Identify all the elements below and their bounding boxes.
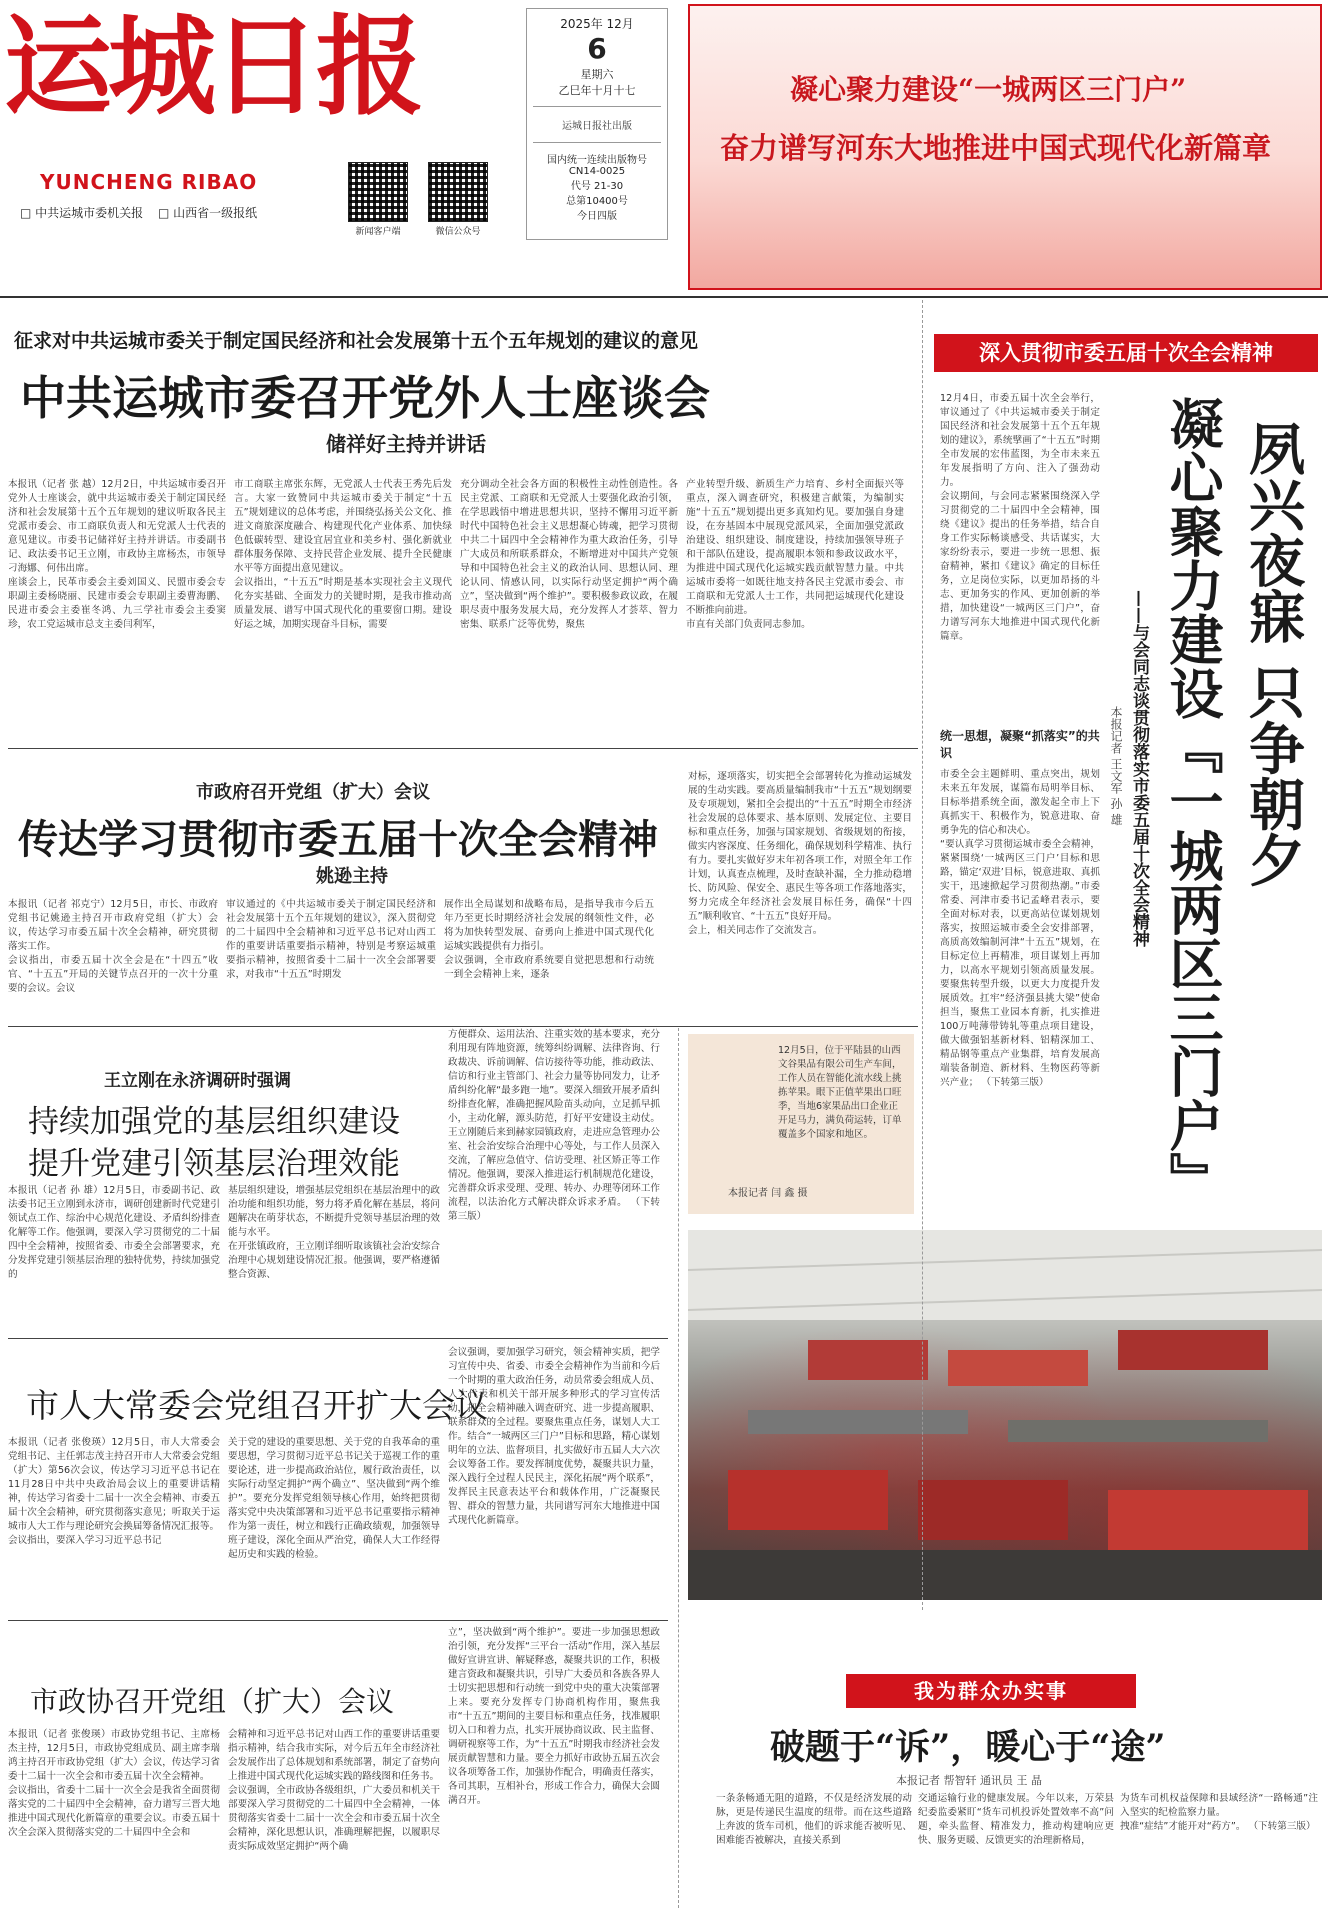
- a3-col-2: 基层组织建设，增强基层党组织在基层治理中的政治功能和组织功能，努力将矛盾化解在基层，将问题解决在萌芽状态，不断提升党领导基层治理的效能与水平。 在开张镇政府，王立刚详细听取该镇社会治安综合治理中心规划建设情况汇报。他强调，要严格遵循整合资源、: [228, 1185, 440, 1280]
- a2-col-3: 展作出全局谋划和战略布局，是指导我市今后五年乃至更长时期经济社会发展的纲领性文件，必将为加快转型发展、奋勇向上推进中国式现代化运城实践提供有力指引。 会议强调，全市政府系统要自觉把思想和行动统一到全会精神上来，逐条: [444, 899, 654, 980]
- masthead-pinyin: YUNCHENG RIBAO: [40, 170, 258, 194]
- masthead-tag-1: □ 中共运城市委机关报: [20, 206, 144, 220]
- photo-caption: 12月5日，位于平陆县的山西文谷果品有限公司生产车间，工作人员在智能化流水线上挑拣苹果。眼下正值苹果出口旺季，当地6家果品出口企业正开足马力，满负荷运转，订单覆盖多个国家和地区。: [778, 1045, 902, 1140]
- a1-subtitle: 储祥好主持并讲话: [326, 432, 486, 456]
- a1-col-3: 充分调动全社会各方面的积极性主动性创造性。各民主党派、工商联和无党派人士要强化政治引领，在学思践悟中增进思想共识，坚持不懈用习近平新时代中国特色社会主义思想凝心铸魂，把学习贯彻中共二十届四中全会精神作为重大政治任务，引导广大成员和所联系群众，不断增进对中国共产党领导和中国特色社会主义的政治认同、思想认同、理论认同、情感认同，以实际行动坚定拥护“两个确立”，坚决做到“两个维护”。要积极参政议政，在履职尽责中服务发展大局，充分发挥人才荟萃、智力密集、联系广泛等优势，聚焦: [460, 479, 678, 630]
- serial-number: CN14-0025: [568, 166, 626, 177]
- masthead-title: 运城日报: [4, 4, 421, 130]
- a2-col-4: 对标，逐项落实，切实把全会部署转化为推动运城发展的生动实践。要高质量编制我市“十五五”规划纲要及专项规划，紧扣全会提出的“十五五”时期全市经济社会发展的总体要求、基本原则、发展定位、主要目标和重点任务，加强与国家规划、省级规划的衔接，做实内容深度、任务细化，确保规划科学精准、执行有力。要扎实做好岁末年初各项工作，对照全年工作计划，认真查点梳理，及时查缺补漏，全力推动稳增长、防风险、保安全、惠民生等各项工作落地落实，努力完成全年经济社会发展目标任务，确保“十四五”顺利收官、“十五五”良好开局。 会上，相关同志作了交流发言。: [688, 771, 912, 936]
- qr-code-news-app: [348, 162, 408, 222]
- a2-kicker: 市政府召开党组（扩大）会议: [196, 782, 430, 803]
- date-day: 6: [587, 32, 607, 65]
- issue-code: 代号 21-30: [570, 181, 624, 192]
- a2-title: 传达学习贯彻市委五届十次全会精神: [18, 816, 658, 863]
- date-lunar: 乙巳年十月十七: [558, 84, 636, 97]
- a5-title: 市政协召开党组（扩大）会议: [30, 1685, 395, 1718]
- sidebar-title-2: 凝心聚力建设『一城两区三门户』: [1161, 396, 1225, 1206]
- date-block: [526, 8, 668, 240]
- qr-label-right: 微信公众号: [435, 227, 481, 237]
- a6-col-3: 为货车司机权益保障和县域经济“一路畅通”注入坚实的纪检监察力量。 拽准“症结”才能开对“药方”。 （下转第三版）: [1120, 1793, 1318, 1832]
- qr-label-left: 新闻客户端: [355, 227, 401, 237]
- a5-col-1: 本报讯（记者 张俊瑛）市政协党组书记、主席杨杰主持，12月5日，市政协党组成员、副主席李瑞鸿主持召开市政协党组（扩大）会议，传达学习省委十二届十一次全会和市委五届十次全会精神。 会议指出，省委十二届十一次全会是我省全面贯彻落实党的二十届四中全会精神，奋力谱写三晋大地推进中国式现代化新篇章的重要会议。市委五届十次全会深入贯彻落实党的二十届四中全会和: [8, 1729, 220, 1838]
- a1-title: 中共运城市委召开党外人士座谈会: [20, 371, 710, 425]
- banner-line-1: 凝心聚力建设“一城两区三门户”: [790, 73, 1187, 106]
- qr-code-wechat: [428, 162, 488, 222]
- a1-col-1: 本报讯（记者 张 越）12月2日，中共运城市委召开党外人士座谈会，就中共运城市委关于制定国民经济和社会发展第十五个五年规划的建议听取各民主党派市委会、市工商联负责人和无党派人士代表的意见建议。市委书记储祥好主持并讲话。市委副书记、政法委书记王立刚，市政协主席杨杰，市领导刁海娜、何伟出席。 座谈会上，民革市委会主委刘国义、民盟市委会专职副主委杨晓丽、民建市委会专职副主委曹海鹏、民进市委会主委崔冬鸿、九三学社市委会主委窦珍，农工党运城市总支主委闫利军，: [8, 479, 226, 630]
- apple-workshop-photo: [688, 1230, 1322, 1600]
- a4-col-1: 本报讯（记者 张俊瑛）12月5日，市人大常委会党组书记、主任郭志茂主持召开市人大常委会党组（扩大）第56次会议，传达学习习近平总书记在11月28日中共中央政治局会议上的重要讲话精神，传达学习省委十二届十一次全会精神、市委五届十次全会精神，研究贯彻落实意见；听取关于运城市人大工作与理论研究会换届筹备情况汇报等。 会议指出，要深入学习习近平总书记: [8, 1437, 220, 1546]
- a1-col-4: 产业转型升级、新质生产力培育、乡村全面振兴等重点，深入调查研究，积极建言献策，为编制实施“十五五”规划提出更多真知灼见。要加强自身建设，在夯基固本中展现党派风采，全面加强党派政治建设、组织建设、制度建设，持续加强领导班子和干部队伍建设，提高履职本领和参政议政水平，为推进中国式现代化运城实践贡献智慧力量。中共运城市委将一如既往地支持各民主党派市委会、市工商联和无党派人士工作，共同把运城现代化建设不断推向前进。 市直有关部门负责同志参加。: [686, 479, 904, 630]
- sidebar-col-2: 市委全会主题鲜明、重点突出，规划未来五年发展，谋篇布局明举目标、目标举措系统全面，激发起全市上下真抓实干、积极作为，锐意进取、奋勇争先的信心和决心。 “要认真学习贯彻运城市委全会精神，紧紧围绕‘一城两区三门户’目标和思路，锚定‘双进’目标，锐意进取、真抓实干，迅速掀起学习贯彻热潮。”市委常委、河津市委书记孟峰君表示，要全面对标对表，以更高站位谋划规划落实，按照运城市委全会安排部署，高质高效编制河津“十五五”规划，在目标定位上再精准，项目谋划上再加力，以高水平规划引领高质量发展。要聚焦转型升级，以更大力度提升发展质效。扛牢“经济强县挑大梁”使命担当，聚焦工业园本育新，扎实推进100万吨薄带铸轧等重点项目建设，做大做强铝基新材料、铝精深加工、精品钢等重点产业集群，培育发展高端装备制造、新材料、生物医药等新兴产业； （下转第三版）: [940, 769, 1100, 1088]
- sidebar-subhead: 统一思想，凝聚“抓落实”的共识: [940, 729, 1100, 760]
- a6-tag: 我为群众办实事: [846, 1674, 1136, 1708]
- masthead-tag-2: □ 山西省一级报纸: [158, 206, 258, 220]
- sidebar-subtitle: ——与会同志谈贯彻落实市委五届十次全会精神: [1129, 590, 1149, 947]
- a3-col-3: 方便群众、运用法治、注重实效的基本要求，充分利用现有阵地资源，统筹纠纷调解、法律咨询、行政裁决、诉前调解、信访接待等功能，推动政法、信访和行业主管部门、社会力量等协同发力，让矛盾纠纷化解“最多跑一地”。要深入细致开展矛盾纠纷排查化解，准确把握风险苗头动向，立足抓早抓小，主动化解，源头防范，打好平安建设主动仗。王立刚随后来到赫家园镇政府，走进应急管理办公室、社会治安综合治理中心等处，与工作人员深入交流，了解应急值守、信访受理、社区矫正等工作情况。他强调，要深入推进运行机制规范化建设，完善群众诉求受理、受理、转办、办理等闭环工作流程，以法治化方式解决群众诉求矛盾。 （下转第三版）: [448, 1029, 660, 1222]
- a6-byline: 本报记者 帮智轩 通讯员 王 晶: [896, 1774, 1042, 1787]
- a6-col-1: 一条条畅通无阻的道路，不仅是经济发展的动脉，更是传递民生温度的纽带。而在这些道路上奔波的货车司机，他们的诉求能否被听见、困难能否被解决，直接关系到: [716, 1793, 912, 1846]
- a6-title: 破题于“诉”，暖心于“途”: [770, 1727, 1166, 1768]
- sidebar-tag: 深入贯彻市委五届十次全会精神: [934, 334, 1318, 372]
- top-banner: [688, 4, 1322, 290]
- date-weekday: 星期六: [580, 68, 614, 81]
- a4-col-3: 会议强调，要加强学习研究，领会精神实质，把学习宣传中央、省委、市委全会精神作为当前和今后一个时期的重大政治任务，动员常委会组成人员、人大代表和机关干部开展多种形式的学习宣传活动，把全会精神融入调查研究、进一步提高履职、联系群众的全过程。要聚焦重点任务，谋划人大工作。结合“一城两区三门户”目标和思路，精心谋划明年的立法、监督项目，扎实做好市五届人大六次会议筹备工作。要发挥制度优势，凝聚共识力量，深入践行全过程人民民主，深化拓展“两个联系”，发挥民主民意表达平台和载体作用，广泛凝聚民智、群众的智慧力量，共同谱写河东大地推进中国式现代化新篇章。: [448, 1347, 660, 1526]
- sidebar-title-1: 夙兴夜寐 只争朝夕: [1240, 420, 1306, 888]
- a1-col-2: 市工商联主席张东辉，无党派人士代表王秀先后发言。大家一致赞同中共运城市委关于制定“十五五”规划建议的总体考虑，并围绕弘扬关公文化、推进文商旅深度融合、构建现代化产业体系、加快绿色低碳转型、建设宜居宜业和美乡村、强化新就业群体服务保障、支持民营企业发展、提升全民健康水平等方面提出意见建议。 会议指出，“十五五”时期是基本实现社会主义现代化夯实基础、全面发力的关键时期，是我市推动高质量发展、谱写中国式现代化的重要窗口期。建设好运之城，加期实现奋斗目标，需要: [234, 479, 452, 630]
- a6-col-2: 交通运输行业的健康发展。今年以来，万荣县纪委监委紧盯“货车司机投诉处置效率不高”问题，牵头监督、精准发力，推动构建响应更快、服务更暖、反馈更实的治理新格局，: [918, 1793, 1114, 1846]
- a3-col-1: 本报讯（记者 孙 雄）12月5日，市委副书记、政法委书记王立刚到永济市，调研创建新时代党建引领试点工作、综治中心规范化建设、矛盾纠纷排查化解等工作。他强调，要深入学习贯彻党的二十届四中全会精神，按照省委、市委全会部署要求，充分发挥党建引领基层治理的独特优势，持续加强党的: [8, 1185, 220, 1280]
- photo-credit: 本报记者 闫 鑫 摄: [728, 1188, 808, 1199]
- a3-title-2: 提升党建引领基层治理效能: [28, 1146, 400, 1182]
- date-year-month: 2025年 12月: [560, 17, 634, 31]
- a4-col-2: 关于党的建设的重要思想、关于党的自我革命的重要思想，学习贯彻习近平总书记关于巡视工作的重要论述，进一步提高政治站位，履行政治责任，以实际行动坚定拥护“两个确立”、坚决做到“两个维护”。要充分发挥党组领导核心作用，始终把贯彻落实党中央决策部署和习近平总书记重要指示精神作为第一责任，树立和践行正确政绩观，加强领导班子建设，深化全面从严治党，确保人大工作经得起历史和实践的检验。: [228, 1437, 440, 1560]
- a3-kicker: 王立刚在永济调研时强调: [104, 1071, 291, 1091]
- a4-title: 市人大常委会党组召开扩大会议: [26, 1386, 488, 1425]
- a3-title-1: 持续加强党的基层组织建设: [28, 1104, 400, 1140]
- sidebar-col-1: 12月4日，市委五届十次全会举行，审议通过了《中共运城市委关于制定国民经济和社会发展第十五个五年规划的建议》，系统擘画了“十五五”时期全市发展的宏伟蓝图，为全市未来五年发展指明了方向、注入了强劲动力。 会议期间，与会同志紧紧围绕深入学习贯彻党的二十届四中全会精神，围绕《建议》提出的任务举措，结合自身工作实际畅谈感受、共话谋实，大家纷纷表示，要进一步统一思想、振奋精神，紧扣《建议》确定的目标任务，立足岗位实际，以更加昂扬的斗志、更加务实的作风、更加创新的举措，加快建设“一城两区三门户”，奋力谱写河东大地推进中国式现代化新篇章。: [940, 393, 1100, 642]
- photo-illustration: [688, 1230, 1322, 1600]
- total-number: 总第10400号: [566, 196, 628, 207]
- a2-col-1: 本报讯（记者 祁克宁）12月5日，市长、市政府党组书记姚逊主持召开市政府党组（扩大）会议，传达学习市委五届十次全会精神，研究贯彻落实工作。 会议指出，市委五届十次全会是在“十四五”收官、“十五五”开局的关键节点召开的一次十分重要的会议。会议: [8, 899, 218, 994]
- serial-label: 国内统一连续出版物号: [547, 155, 647, 166]
- photo-caption-box: [688, 1034, 914, 1214]
- a5-col-2: 会精神和习近平总书记对山西工作的重要讲话重要指示精神，结合我市实际，对今后五年全市经济社会发展作出了总体规划和系统部署，制定了奋势向上推进中国式现代化运城实践的路线图和任务书。 会议强调，全市政协各级组织，广大委员和机关干部要深入学习贯彻党的二十届四中全会精神，一体贯彻落实省委十二届十一次全会和市委五届十次全会精神，深化思想认识，准确理解把握，以履职尽责实际成效坚定拥护“两个确: [228, 1729, 440, 1852]
- publisher: 运城日报社出版: [562, 121, 632, 132]
- a5-col-3: 立”，坚决做到“两个维护”。要进一步加强思想政治引领，充分发挥“三平台一活动”作用，深入基层做好宣讲宣讲、解疑释惑，凝聚共识的工作，积极建言资政和凝聚共识，引导广大委员和各族各界人士切实把思想和行动统一到党中央的重大决策部署上来。要充分发挥专门协商机构作用，聚焦我市“十五五”期间的主要目标和重点任务，找准履职切入口和着力点，扎实开展协商议政、民主监督、调研视察等工作，为“十五五”时期我市经济社会发展贡献智慧和力量。要全力抓好市政协五届五次会议各项筹备工作，加强协作配合，明确责任落实，各司其职，互相补台，形成工作合力，确保大会圆满召开。: [448, 1627, 660, 1806]
- banner-line-2: 奋力谱写河东大地推进中国式现代化新篇章: [720, 131, 1272, 165]
- a1-kicker: 征求对中共运城市委关于制定国民经济和社会发展第十五个五年规划的建议的意见: [14, 330, 699, 352]
- sidebar-byline: 本报记者 王文军 孙 雄: [1109, 706, 1123, 826]
- a2-subtitle: 姚逊主持: [316, 866, 388, 887]
- page-count: 今日四版: [577, 211, 617, 222]
- a2-col-2: 审议通过的《中共运城市委关于制定国民经济和社会发展第十五个五年规划的建议》，深入贯彻党的二十届四中全会精神和习近平总书记对山西工作的重要讲话重要指示精神，特别是考察运城重要指示精神，按照省委十二届十一次全会部署要求，对我市“十五五”时期发: [226, 899, 436, 980]
